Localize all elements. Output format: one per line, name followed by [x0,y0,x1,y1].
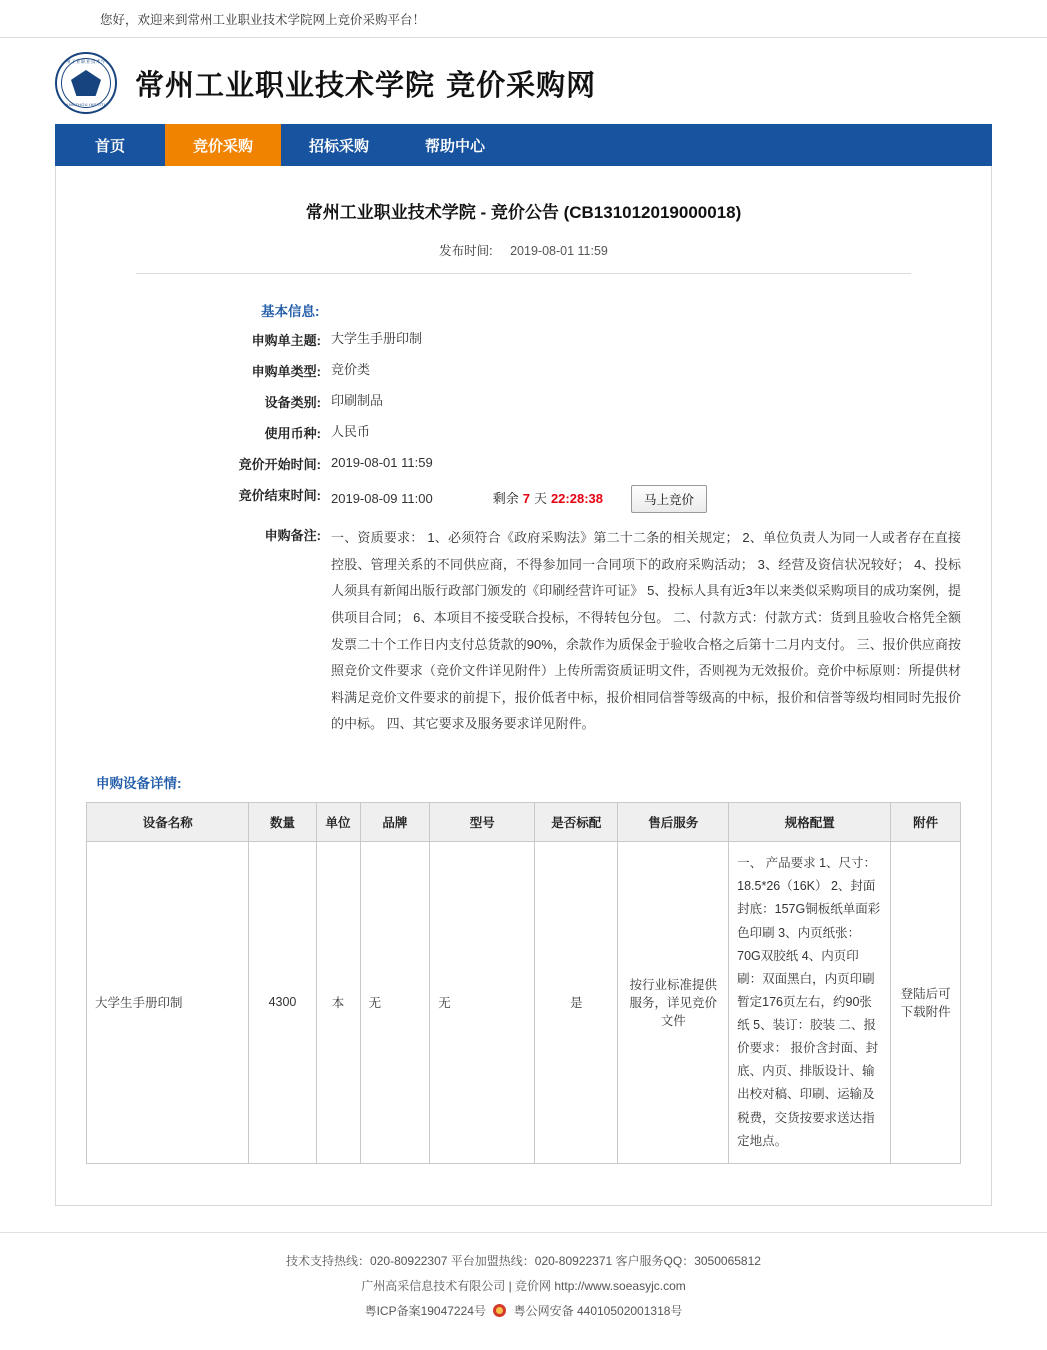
footer-company: 广州高采信息技术有限公司 | 竞价网 http://www.soeasyjc.com [361,1279,686,1294]
label-category: 设备类别: [264,395,321,410]
info-row-start-time [86,454,961,473]
school-logo-icon [55,52,117,114]
countdown-prefix: 剩余 [492,490,519,506]
cell-standard: 是 [535,842,618,1164]
countdown-days-unit: 天 [533,490,547,506]
device-detail-heading: 申购设备详情: [96,776,182,792]
page-title: 常州工业职业技术学院 - 竞价公告 (CB131012019000018) [305,203,742,222]
value-type: 竞价类 [331,362,371,377]
nav-item-home[interactable]: 首页 [94,137,125,155]
info-row-subject [86,330,961,349]
value-start-time: 2019-08-01 11:59 [331,455,433,470]
info-row-end-time [86,485,961,513]
cell-spec: 一、 产品要求 1、尺寸：18.5*26（16K） 2、封面封底：157G铜板纸单面彩色印刷 3、内页纸张：70G双胶纸 4、内页印刷：双面黑白，内页印刷暂定176页左右，约90张纸 5、装订：胶装 二、报价要求： 报价含封面、封底、内页、排版设计、输出校对稿、印刷、运输及税费，交货按要求送达指定地点。 [729,842,891,1164]
table-row [87,842,961,1164]
footer-hotline: 技术支持热线：020-80922307 平台加盟热线：020-80922371 客户服务QQ：3050065812 [286,1254,761,1268]
footer-icp[interactable]: 粤ICP备案19047224号 [364,1304,486,1319]
col-standard: 是否标配 [535,803,618,842]
label-currency: 使用币种: [264,426,321,441]
nav-item-tender-procurement[interactable]: 招标采购 [309,137,370,155]
info-row-currency [86,423,961,442]
basic-info-heading: 基本信息: [261,304,320,319]
value-remark: 一、资质要求： 1、必须符合《政府采购法》第二十二条的相关规定； 2、单位负责人为同一人或者存在直接控股、管理关系的不同供应商，不得参加同一合同项下的政府采购活动； 3、经营及资信状况较好； 4、投标人须具有新闻出版行政部门颁发的《印刷经营许可证》 5、投标人具有近3年以来类似采购项目的成功案例，提供项目合同； 6、本项目不接受联合投标，不得转包分包。 二、付款方式：付款方式：货到且验收合格凭全额发票二十个工作日内支付总货款的90%，余款作为质保金于验收合格之后第十二月内支付。 三、报价供应商按照竞价文件要求（竞价文件详见附件）上传所需资质证明文件，否则视为无效报价。竞价中标原则：所提供材料满足竞价文件要求的前提下，报价低者中标，报价相同信誉等级高的中标，报价和信誉等级均相同时先报价的中标。 四、其它要求及服务要求详见附件。 [331,530,961,732]
col-model: 型号 [430,803,535,842]
value-end-time-group [331,485,707,513]
publish-time-label: 发布时间: [439,244,493,258]
welcome-text: 您好，欢迎来到常州工业职业技术学院网上竞价采购平台！ [100,12,426,27]
footer-record-line [0,1299,1047,1324]
police-badge-icon [493,1304,506,1317]
footer-gov-record[interactable]: 粤公网安备 44010502001318号 [513,1304,683,1319]
nav-item-help-center[interactable]: 帮助中心 [425,137,486,155]
label-subject: 申购单主题: [251,333,321,348]
table-header-row [87,803,961,842]
col-unit: 单位 [316,803,360,842]
bid-now-button[interactable]: 马上竞价 [631,485,707,513]
device-table [86,802,961,1164]
value-currency: 人民币 [331,424,371,439]
cell-model: 无 [430,842,535,1164]
info-row-remark [86,525,961,738]
top-welcome-bar [0,0,1047,38]
label-type: 申购单类型: [251,364,321,379]
nav-item-bidding-procurement[interactable]: 竞价采购 [165,124,281,166]
site-header [0,38,1047,124]
site-footer [0,1232,1047,1347]
col-service: 售后服务 [618,803,729,842]
content-panel [55,166,992,1206]
value-end-time: 2019-08-09 11:00 [331,490,433,506]
label-end-time: 竞价结束时间: [238,488,321,503]
col-brand: 品牌 [360,803,430,842]
logo-bottom-text: CHANGZHOU INSTITUTE [59,102,113,107]
col-attachment: 附件 [891,803,961,842]
label-start-time: 竞价开始时间: [238,457,321,472]
countdown-days: 7 [522,490,530,506]
label-remark: 申购备注: [264,528,321,543]
publish-time [86,241,961,259]
col-qty: 数量 [249,803,316,842]
logo-top-text: 常州工业职业技术学院 [61,59,111,64]
cell-unit: 本 [316,842,360,1164]
publish-time-value: 2019-08-01 11:59 [510,244,608,258]
cell-qty: 4300 [249,842,316,1164]
cell-service: 按行业标准提供服务，详见竞价文件 [618,842,729,1164]
value-subject: 大学生手册印制 [331,331,423,346]
main-nav [55,124,992,166]
site-title: 常州工业职业技术学院 竞价采购网 [135,67,597,102]
info-row-category [86,392,961,411]
cell-attachment[interactable]: 登陆后可下载附件 [891,842,961,1164]
countdown-clock: 22:28:38 [550,490,603,506]
cell-brand: 无 [360,842,430,1164]
cell-device-name: 大学生手册印制 [87,842,249,1164]
title-divider [136,273,911,274]
info-row-type [86,361,961,380]
value-category: 印刷制品 [331,393,384,408]
col-device-name: 设备名称 [87,803,249,842]
col-spec: 规格配置 [729,803,891,842]
